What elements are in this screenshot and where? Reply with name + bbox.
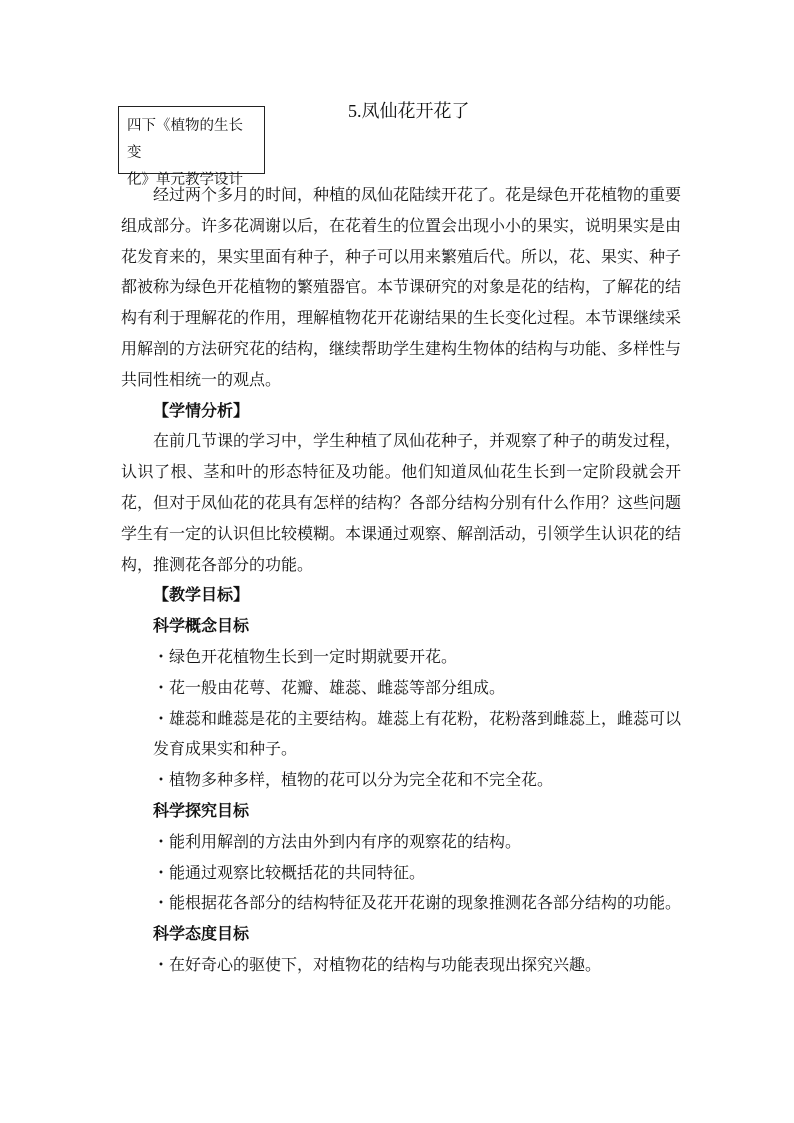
- inquiry-objectives-title: 科学探究目标: [153, 800, 250, 820]
- lesson-title-text: 凤仙花开花了: [361, 101, 470, 122]
- concept-objective-item-continued: 发育成果实和种子。: [153, 739, 298, 759]
- attitude-objectives-title: 科学态度目标: [153, 924, 250, 944]
- concept-objective-item: ・雄蕊和雌蕊是花的主要结构。雄蕊上有花粉，花粉落到雌蕊上，雌蕊可以: [153, 708, 682, 728]
- concept-objective-item: ・植物多种多样，植物的花可以分为完全花和不完全花。: [153, 770, 554, 790]
- inquiry-objective-item: ・能利用解剖的方法由外到内有序的观察花的结构。: [153, 831, 522, 851]
- section-heading-student-analysis: 【学情分析】: [153, 400, 250, 420]
- inquiry-objective-item: ・能通过观察比较概括花的共同特征。: [153, 862, 426, 882]
- inquiry-objective-item: ・能根据花各部分的结构特征及花开花谢的现象推测花各部分结构的功能。: [153, 893, 682, 913]
- unit-label-box: [118, 106, 265, 188]
- document-body: [121, 176, 681, 981]
- section-heading-objectives: 【教学目标】: [153, 585, 250, 605]
- concept-objective-item: ・绿色开花植物生长到一定时期就要开花。: [153, 646, 458, 666]
- concept-objectives-title: 科学概念目标: [153, 616, 250, 636]
- unit-label-line-2: 化》单元教学设计: [127, 172, 243, 188]
- unit-label-line-1: 四下《植物的生长变: [127, 118, 243, 161]
- lesson-title: [348, 99, 470, 124]
- concept-objective-item: ・花一般由花萼、花瓣、雄蕊、雌蕊等部分组成。: [153, 677, 506, 697]
- student-analysis-paragraph: 在前几节课的学习中，学生种植了凤仙花种子，并观察了种子的萌发过程，认识了根、茎和叶的形态特征及功能。他们知道凤仙花生长到一定阶段就会开花，但对于凤仙花的花具有怎样的结构？各部分结构分别有什么作用？这些问题学生有一定的认识但比较模糊。本课通过观察、解剖活动，引领学生认识花的结构，推测花各部分的功能。: [121, 431, 682, 574]
- attitude-objective-item: ・在好奇心的驱使下，对植物花的结构与功能表现出探究兴趣。: [153, 954, 602, 974]
- textbook-analysis-paragraph: 经过两个多月的时间，种植的凤仙花陆续开花了。花是绿色开花植物的重要组成部分。许多花凋谢以后，在花着生的位置会出现小小的果实，说明果实是由花发育来的，果实里面有种子，种子可以用来繁殖后代。所以，花、果实、种子都被称为绿色开花植物的繁殖器官。本节课研究的对象是花的结构，了解花的结构有利于理解花的作用，理解植物花开花谢结果的生长变化过程。本节课继续采用解剖的方法研究花的结构，继续帮助学生建构生物体的结构与功能、多样性与共同性相统一的观点。: [121, 185, 682, 389]
- lesson-number: 5.: [348, 101, 362, 121]
